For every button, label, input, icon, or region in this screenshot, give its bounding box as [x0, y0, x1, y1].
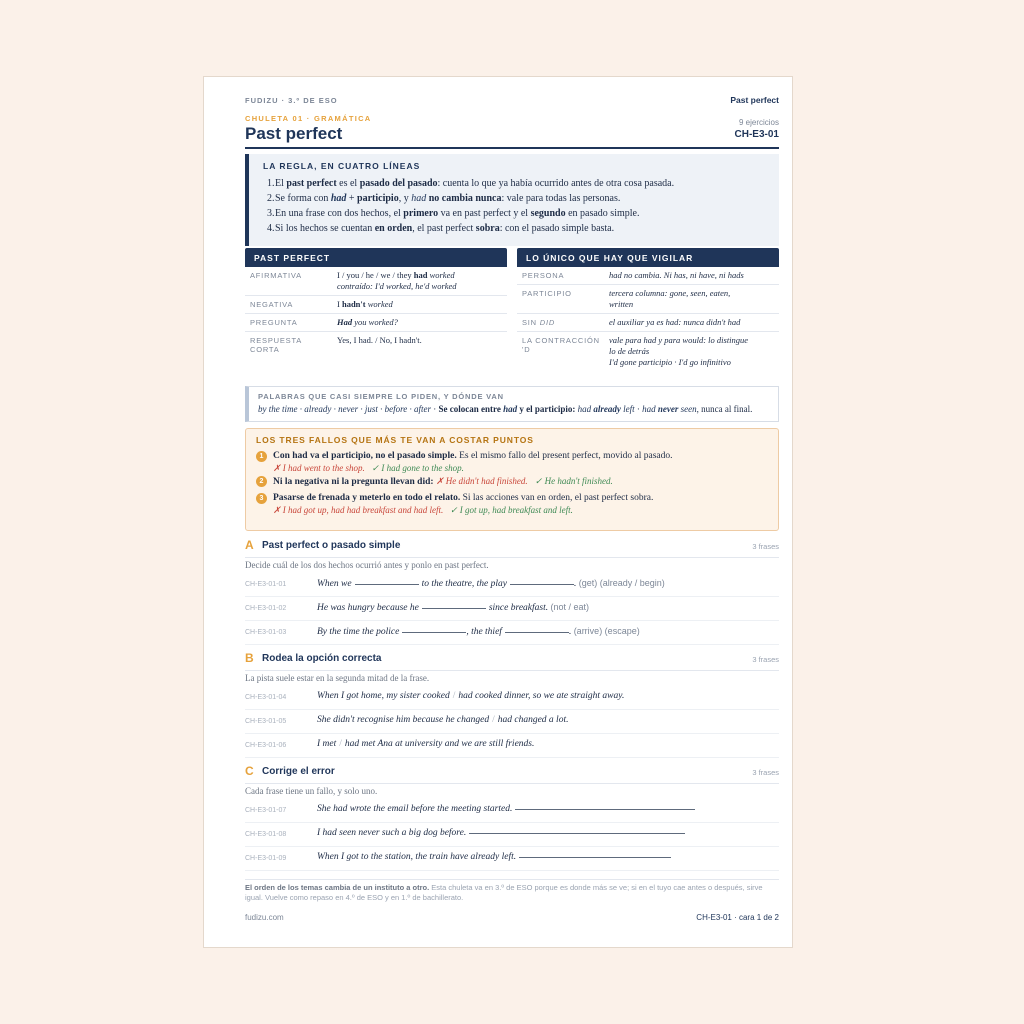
section-b-header — [245, 651, 779, 671]
section-instructions: La pista suele estar en la segunda mitad de la frase. — [245, 673, 430, 683]
exercise-row: CH-E3-01-08 I had seen never such a big dog before. — [245, 823, 779, 847]
option-b[interactable]: had changed a lot. — [497, 715, 569, 725]
exercise-row: CH-E3-01-09 When I got to the station, the train have already left. — [245, 847, 779, 871]
footer-page: CH-E3-01 · cara 1 de 2 — [696, 913, 779, 922]
table-row: AFIRMATIVA I / you / he / we / they had worked contraído: I'd worked, he'd worked — [245, 267, 507, 296]
section-letter: B — [245, 651, 254, 665]
exercise-row: CH-E3-01-01 When we to the theatre, the play . (get) (already / begin) — [245, 573, 779, 597]
footnote: El orden de los temas cambia de un instituto a otro. Esta chuleta va en 3.º de ESO porque es donde más se ve; si en el tuyo cae antes o después, sirve igual. Vuelve como repaso en 4.º de ESO y en 1.º de bachillerato. — [245, 879, 779, 903]
mistakes-heading: LOS TRES FALLOS QUE MÁS TE VAN A COSTAR PUNTOS — [256, 435, 534, 445]
rule-item: 3.En una frase con dos hechos, el primero va en past perfect y el segundo en pasado simple. — [267, 208, 640, 219]
table-row: PREGUNTA Had you worked? — [245, 314, 507, 332]
table-row: LA CONTRACCIÓN 'D vale para had y para would: lo distingue lo de detrás I'd gone participio · I'd go infinitivo — [522, 335, 749, 367]
rules-list — [263, 176, 779, 236]
rules-box — [245, 154, 779, 246]
exercise-row: CH-E3-01-06 I met / had met Ana at university and we are still friends. — [245, 734, 779, 758]
table-row: PARTICIPIO tercera columna: gone, seen, eaten, written — [517, 285, 779, 314]
rules-heading: LA REGLA, EN CUATRO LÍNEAS — [263, 161, 421, 171]
option-b[interactable]: had met Ana at university and we are still friends. — [344, 739, 535, 749]
section-instructions: Decide cuál de los dos hechos ocurrió antes y ponlo en past perfect. — [245, 560, 489, 570]
section-c-header — [245, 764, 779, 784]
table-row: NEGATIVA I hadn't worked — [245, 296, 507, 314]
mistake-item: 1 Con had va el participio, no el pasado simple. Es el mismo fallo del present perfect, movido al pasado. ✗ I had went to the shop. ✓ I had gone to the shop. — [256, 450, 778, 475]
past-perfect-table — [245, 248, 507, 354]
answer-line[interactable] — [519, 857, 671, 858]
section-letter: C — [245, 764, 254, 778]
rule-item: 2.Se forma con had + participio, y had no cambia nunca: vale para todas las personas. — [267, 193, 621, 204]
signal-words-heading: PALABRAS QUE CASI SIEMPRE LO PIDEN, Y DÓNDE VAN — [258, 392, 504, 401]
watch-out-table — [517, 248, 779, 371]
mistake-number: 1 — [256, 451, 267, 462]
answer-blank[interactable] — [510, 584, 574, 585]
mistake-number: 2 — [256, 476, 267, 487]
answer-line[interactable] — [469, 833, 685, 834]
answer-blank[interactable] — [422, 608, 486, 609]
answer-blank[interactable] — [505, 632, 569, 633]
page-title: Past perfect — [245, 124, 343, 143]
section-count: 3 frases — [752, 542, 779, 551]
table-row: PERSONA had no cambia. Ni has, ni have, ni hads — [517, 267, 779, 285]
table-row: RESPUESTA CORTA Yes, I had. / No, I hadn't. — [250, 335, 422, 354]
exercise-row: CH-E3-01-03 By the time the police , the thief . (arrive) (escape) — [245, 621, 779, 645]
table-heading: PAST PERFECT — [245, 248, 507, 267]
rule-item: 4.Si los hechos se cuentan en orden, el past perfect sobra: con el pasado simple basta. — [267, 223, 615, 234]
answer-blank[interactable] — [402, 632, 466, 633]
answer-blank[interactable] — [355, 584, 419, 585]
table-row: SIN DID el auxiliar ya es had: nunca didn't had — [517, 314, 779, 332]
mistake-item: 3 Pasarse de frenada y meterlo en todo el relato. Si las acciones van en orden, el past perfect sobra. ✗ I had got up, had had breakfast and had left. ✓ I got up, had breakfast and left. — [256, 492, 778, 517]
section-title: Past perfect o pasado simple — [262, 540, 401, 551]
section-title: Corrige el error — [262, 766, 335, 777]
common-mistakes-box — [245, 428, 779, 531]
exercise-count: 9 ejercicios — [738, 118, 779, 127]
section-a-header — [245, 538, 779, 558]
section-count: 3 frases — [752, 768, 779, 777]
section-title: Rodea la opción correcta — [262, 653, 382, 664]
section-letter: A — [245, 538, 254, 552]
section-instructions: Cada frase tiene un fallo, y solo uno. — [245, 786, 378, 796]
signal-words-text: by the time · already · never · just · before · after · Se colocan entre had y el participio: had already left · had never seen, nunca al final. — [258, 404, 753, 414]
answer-line[interactable] — [515, 809, 695, 810]
exercise-row: CH-E3-01-04 When I got home, my sister cooked / had cooked dinner, so we ate straight away. — [245, 686, 779, 710]
signal-words-box — [245, 386, 779, 422]
section-count: 3 frases — [752, 655, 779, 664]
topic-label: Past perfect — [730, 95, 779, 105]
option-b[interactable]: had cooked dinner, so we ate straight away. — [458, 691, 625, 701]
exercise-row: CH-E3-01-07 She had wrote the email before the meeting started. — [245, 799, 779, 823]
worksheet-page — [203, 76, 793, 948]
footer-site: fudizu.com — [245, 913, 284, 922]
cheat-sheet-label: CHULETA 01 · GRAMÁTICA — [245, 114, 372, 123]
mistake-number: 3 — [256, 493, 267, 504]
exercise-row: CH-E3-01-05 She didn't recognise him because he changed / had changed a lot. — [245, 710, 779, 734]
option-a[interactable]: She didn't recognise him because he changed — [317, 715, 490, 725]
header-divider — [245, 147, 779, 149]
option-a[interactable]: I met — [317, 739, 337, 749]
sheet-code: CH-E3-01 — [734, 129, 779, 140]
option-a[interactable]: When I got home, my sister cooked — [317, 691, 450, 701]
exercise-row: CH-E3-01-02 He was hungry because he since breakfast. (not / eat) — [245, 597, 779, 621]
table-heading: LO ÚNICO QUE HAY QUE VIGILAR — [517, 248, 779, 267]
rule-item: 1.El past perfect es el pasado del pasado: cuenta lo que ya había ocurrido antes de otra cosa pasada. — [267, 178, 675, 189]
brand-line: FUDIZU · 3.º DE ESO — [245, 96, 338, 105]
mistake-item: 2 Ni la negativa ni la pregunta llevan did: ✗ He didn't had finished. ✓ He hadn't finished. — [256, 475, 778, 492]
